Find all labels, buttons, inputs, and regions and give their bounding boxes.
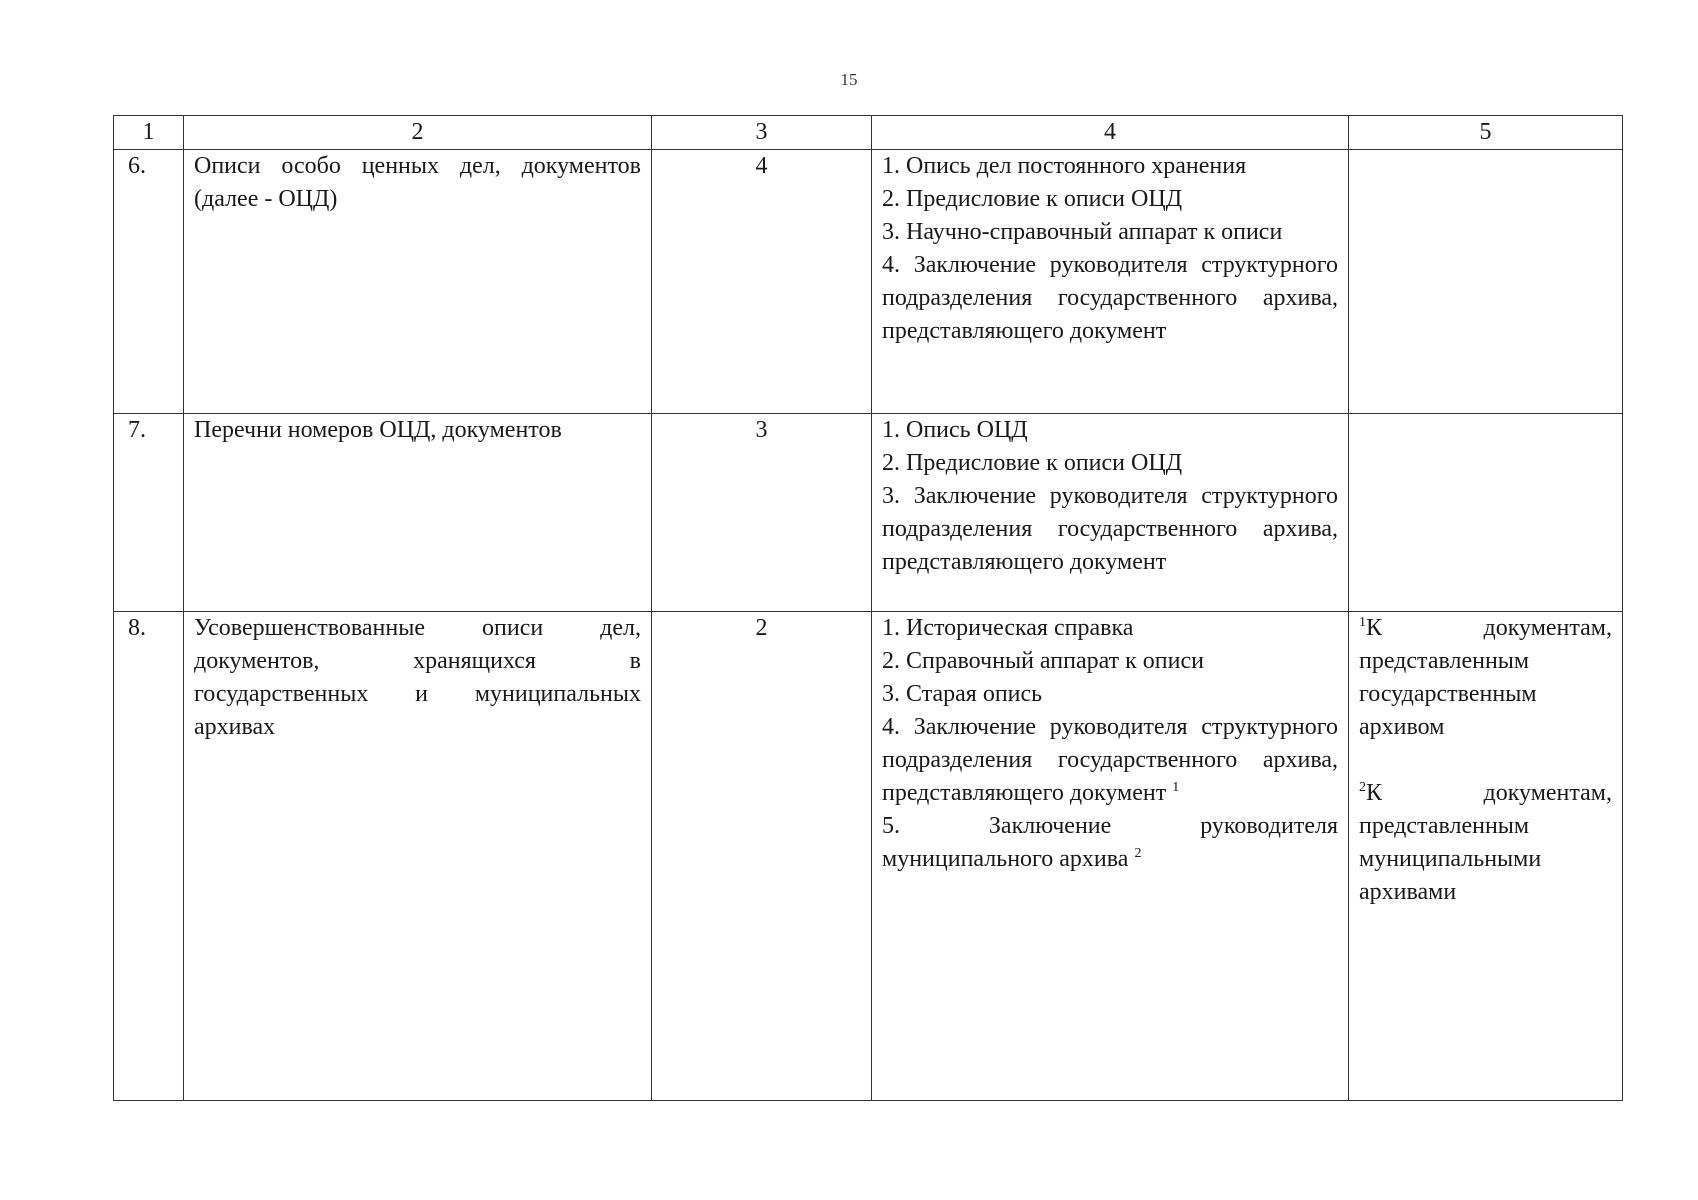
footnote-text: К документам, представленным муниципальными архивами	[1359, 780, 1612, 905]
row-documents	[872, 150, 1349, 414]
column-number-4: 4	[872, 116, 1349, 150]
row-count: 2	[652, 612, 872, 1101]
document-item-text: 4. Заключение руководителя структурного подразделения государственного архива, представляющего документ	[882, 714, 1338, 806]
row-count: 4	[652, 150, 872, 414]
column-number-5: 5	[1349, 116, 1623, 150]
row-title: Усовершенствованные описи дел, документов, хранящихся в государственных и муниципальных архивах	[184, 612, 652, 1101]
footnote	[1359, 777, 1612, 909]
row-title: Описи особо ценных дел, документов (далее - ОЦД)	[184, 150, 652, 414]
document-item: 3. Старая опись	[882, 681, 1043, 707]
table-header-row	[114, 116, 1623, 150]
row-title: Перечни номеров ОЦД, документов	[184, 414, 652, 612]
row-note	[1349, 414, 1623, 612]
document-item: 2. Предисловие к описи ОЦД	[882, 186, 1183, 212]
row-documents	[872, 414, 1349, 612]
table-row	[114, 150, 1623, 414]
footnote	[1359, 612, 1612, 744]
row-note	[1349, 612, 1623, 1101]
table-row	[114, 414, 1623, 612]
column-number-2: 2	[184, 116, 652, 150]
footnote-ref: 1	[1172, 780, 1180, 795]
documents-table	[113, 115, 1623, 1101]
row-number: 6.	[114, 150, 184, 414]
row-note	[1349, 150, 1623, 414]
column-number-1: 1	[114, 116, 184, 150]
column-number-3: 3	[652, 116, 872, 150]
document-item: 4. Заключение руководителя структурного подразделения государственного архива, представляющего документ	[882, 252, 1338, 344]
document-item: 3. Заключение руководителя структурного подразделения государственного архива, представляющего документ	[882, 483, 1338, 575]
document-item	[882, 711, 1338, 810]
row-count: 3	[652, 414, 872, 612]
document-item: 1. Опись дел постоянного хранения	[882, 153, 1247, 179]
document-item: 2. Предисловие к описи ОЦД	[882, 450, 1183, 476]
document-item	[882, 810, 1338, 876]
page-number: 15	[840, 70, 858, 89]
footnote-mark: 2	[1359, 780, 1366, 795]
footnote-mark: 1	[1359, 615, 1366, 630]
footnote-ref: 2	[1134, 846, 1142, 861]
table-row	[114, 612, 1623, 1101]
row-number: 7.	[114, 414, 184, 612]
row-number: 8.	[114, 612, 184, 1101]
document-item: 1. Историческая справка	[882, 615, 1134, 641]
footnote-text: К документам, представленным государственным архивом	[1359, 615, 1612, 740]
document-item: 2. Справочный аппарат к описи	[882, 648, 1204, 674]
row-documents	[872, 612, 1349, 1101]
document-item: 3. Научно-справочный аппарат к описи	[882, 219, 1283, 245]
document-item: 1. Опись ОЦД	[882, 417, 1028, 443]
document-item-text: 5. Заключение руководителя муниципального архива	[882, 813, 1338, 872]
